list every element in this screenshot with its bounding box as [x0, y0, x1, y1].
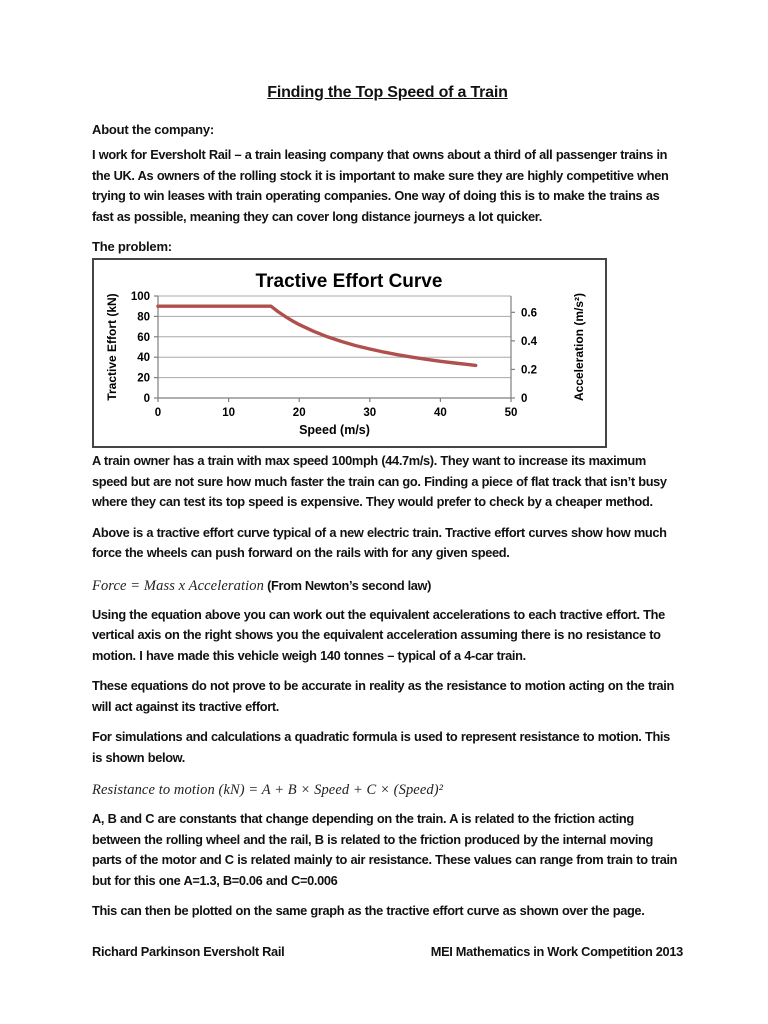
document-body — [92, 0, 683, 922]
resistance-formula-math: Resistance to motion (kN) = A + B × Speed + C × (Speed)² — [92, 782, 444, 798]
about-heading: About the company: — [92, 122, 215, 137]
y-axis-right-title: Acceleration (m/s²) — [572, 292, 586, 402]
x-tick-label: 20 — [292, 407, 306, 419]
force-formula-math: Force = Mass x Acceleration — [92, 577, 264, 594]
force-formula-note: (From Newton’s second law) — [263, 577, 432, 593]
train-owner-paragraph: A train owner has a train with max speed 100mph (44.7m/s). They want to increase its maximum speed but are not sure how much faster the train can go. Finding a piece of flat track that isn’t busy where they can test its top speed is expensive. They would prefer to check by a cheaper method. — [92, 453, 667, 509]
page-title: Finding the Top Speed of a Train — [267, 84, 508, 101]
simulations-paragraph: For simulations and calculations a quadratic formula is used to represent resistance to motion. This is shown below. — [92, 729, 670, 765]
y-axis-left-title: Tractive Effort (kN) — [105, 293, 119, 401]
about-paragraph: I work for Eversholt Rail – a train leasing company that owns about a third of all passenger trains in the UK. As owners of the rolling stock it is important to make sure they are highly competitive when trying to win leases with train operating companies. One way of doing this is to make the trains as fast as possible, meaning they can cover long distance journeys a lot quicker. — [92, 147, 669, 224]
resistance-formula — [92, 782, 683, 799]
y-left-tick-label: 40 — [137, 352, 150, 365]
force-formula — [92, 578, 683, 595]
x-axis-title: Speed (m/s) — [299, 423, 370, 437]
equations-accuracy-paragraph: These equations do not prove to be accurate in reality as the resistance to motion acting on the train will act against its tractive effort. — [92, 678, 674, 714]
page-footer — [92, 944, 683, 959]
x-tick-label: 0 — [154, 407, 162, 419]
footer-competition: MEI Mathematics in Work Competition 2013 — [430, 944, 683, 959]
plotted-paragraph: This can then be plotted on the same graph as the tractive effort curve as shown over the page. — [92, 903, 645, 918]
tractive-effort-figure — [92, 258, 607, 448]
using-equation-paragraph: Using the equation above you can work out the equivalent accelerations to each tractive effort. The vertical axis on the right shows you the equivalent acceleration assuming there is no resistance to motion. I have made this vehicle weigh 140 tonnes – typical of a 4-car train. — [92, 606, 665, 663]
y-right-tick-label: 0 — [521, 393, 528, 405]
problem-heading: The problem: — [92, 239, 172, 254]
footer-author: Richard Parkinson Eversholt Rail — [92, 944, 285, 959]
chart-title: Tractive Effort Curve — [255, 271, 443, 292]
y-left-tick-label: 0 — [143, 393, 150, 405]
y-left-tick-label: 100 — [130, 291, 150, 303]
y-right-tick-label: 0.2 — [521, 364, 537, 377]
x-tick-label: 10 — [222, 407, 235, 419]
y-left-tick-label: 80 — [137, 311, 150, 324]
x-tick-label: 50 — [504, 407, 518, 419]
x-tick-label: 30 — [363, 407, 377, 419]
x-tick-label: 40 — [434, 407, 447, 419]
y-left-tick-label: 60 — [137, 331, 150, 344]
tractive-effort-chart — [94, 260, 605, 446]
above-curve-paragraph: Above is a tractive effort curve typical of a new electric train. Tractive effort curves show how much force the wheels can push forward on the rails with for any given speed. — [92, 524, 667, 560]
y-left-tick-label: 20 — [137, 372, 150, 385]
y-right-tick-label: 0.4 — [521, 335, 537, 348]
y-right-tick-label: 0.6 — [521, 307, 537, 320]
tractive-effort-series — [158, 306, 476, 365]
constants-paragraph: A, B and C are constants that change depending on the train. A is related to the friction acting between the rolling wheel and the rail, B is related to the friction produced by the internal moving parts of the motor and C is related mainly to air resistance. These values can range from train to train but for this one A=1.3, B=0.06 and C=0.006 — [92, 811, 678, 888]
